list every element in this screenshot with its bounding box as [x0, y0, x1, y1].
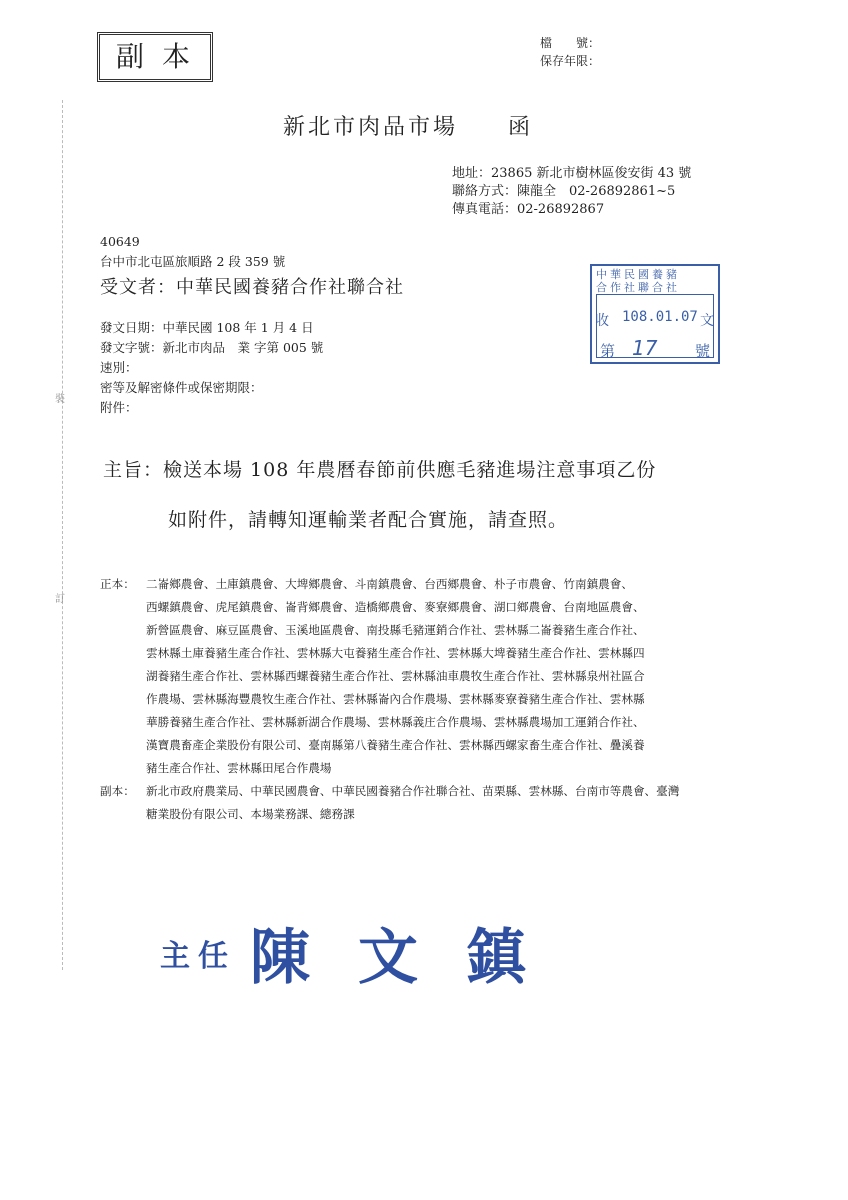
delivery-speed: 速別： — [100, 360, 138, 375]
stamp-received-char: 收 — [595, 313, 609, 329]
main-recipients-line: 湖養豬生產合作社、雲林縣西螺養豬生產合作社、雲林縣油車農牧生產合作社、雲林縣泉州社區合 — [146, 669, 645, 683]
main-recipients-line: 西螺鎮農會、虎尾鎮農會、崙背鄉農會、造橋鄉農會、麥寮鄉農會、湖口鄉農會、台南地區農會、 — [146, 600, 645, 614]
main-recipients-line: 雲林縣土庫養豬生產合作社、雲林縣大屯養豬生產合作社、雲林縣大埤養豬生產合作社、雲林縣四 — [146, 646, 645, 660]
recipient: 受文者：中華民國養豬合作社聯合社 — [100, 277, 404, 298]
file-number-field: 檔 號： — [540, 36, 601, 50]
signature-title: 主任 — [160, 939, 236, 974]
recipient-postal-code: 40649 — [100, 234, 140, 249]
stamp-doc-char: 文 — [700, 313, 714, 329]
subject-line-2: 如附件，請轉知運輸業者配合實施，請查照。 — [168, 509, 569, 531]
stamp-date: 108.01.07 — [622, 309, 698, 325]
main-recipients-line: 新營區農會、麻豆區農會、玉溪地區農會、南投縣毛豬運銷合作社、雲林縣二崙養豬生產合作社、 — [146, 623, 645, 637]
cc-recipients-line: 新北市政府農業局、中華民國農會、中華民國養豬合作社聯合社、苗栗縣、雲林縣、台南市等農會、臺灣 — [146, 784, 680, 798]
signature-name: 陳文鎮 — [250, 923, 574, 993]
sender-address: 地址：23865 新北市樹林區俊安街 43 號 — [452, 166, 692, 181]
issue-date: 發文日期：中華民國 108 年 1 月 4 日 — [100, 320, 314, 335]
main-recipients-line: 豬生產合作社、雲林縣田尾合作農場 — [146, 761, 332, 775]
main-recipients-label: 正本： — [100, 577, 135, 591]
security-level: 密等及解密條件或保密期限： — [100, 380, 263, 395]
stamp-organization: 中華民國養豬 合作社聯合社 — [596, 268, 680, 294]
attachment: 附件： — [100, 400, 138, 415]
document-number: 發文字號：新北市肉品 業 字第 005 號 — [100, 340, 324, 355]
sender-fax: 傳真電話：02-26892867 — [452, 202, 605, 217]
main-recipients-line: 二崙鄉農會、土庫鎮農會、大埤鄉農會、斗南鎮農會、台西鄉農會、朴子市農會、竹南鎮農會、 — [146, 577, 633, 591]
document-title: 新北市肉品市場 函 — [283, 115, 534, 140]
cc-recipients-line: 糖業股份有限公司、本場業務課、總務課 — [146, 807, 355, 821]
retention-period-field: 保存年限： — [540, 54, 601, 68]
main-recipients-line: 漢寶農畜產企業股份有限公司、臺南縣第八養豬生產合作社、雲林縣西螺家畜生產合作社、疊溪養 — [146, 738, 645, 752]
stamp-number-prefix: 第 — [600, 342, 616, 360]
sender-contact: 聯絡方式：陳龍全 02-26892861~5 — [452, 184, 676, 199]
main-recipients-line: 作農場、雲林縣海豐農牧生產合作社、雲林縣崙內合作農場、雲林縣麥寮養豬生產合作社、雲林縣 — [146, 692, 645, 706]
main-recipients-line: 華勝養豬生產合作社、雲林縣新湖合作農場、雲林縣義庄合作農場、雲林縣農場加工運銷合作社、 — [146, 715, 645, 729]
binding-mark: 裝 — [55, 394, 65, 405]
signature-seal — [160, 910, 574, 996]
stamp-number: 17 — [632, 336, 658, 360]
stamp-number-suffix: 號 — [694, 342, 710, 360]
binding-line — [62, 100, 63, 970]
recipient-address: 台中市北屯區旅順路 2 段 359 號 — [100, 254, 286, 269]
copy-mark: 副本 — [97, 32, 213, 82]
staple-mark: 訂 — [55, 594, 65, 605]
cc-recipients-label: 副本： — [100, 784, 135, 798]
subject-line-1: 主旨：檢送本場 108 年農曆春節前供應毛豬進場注意事項乙份 — [103, 459, 657, 481]
received-stamp — [590, 264, 720, 364]
